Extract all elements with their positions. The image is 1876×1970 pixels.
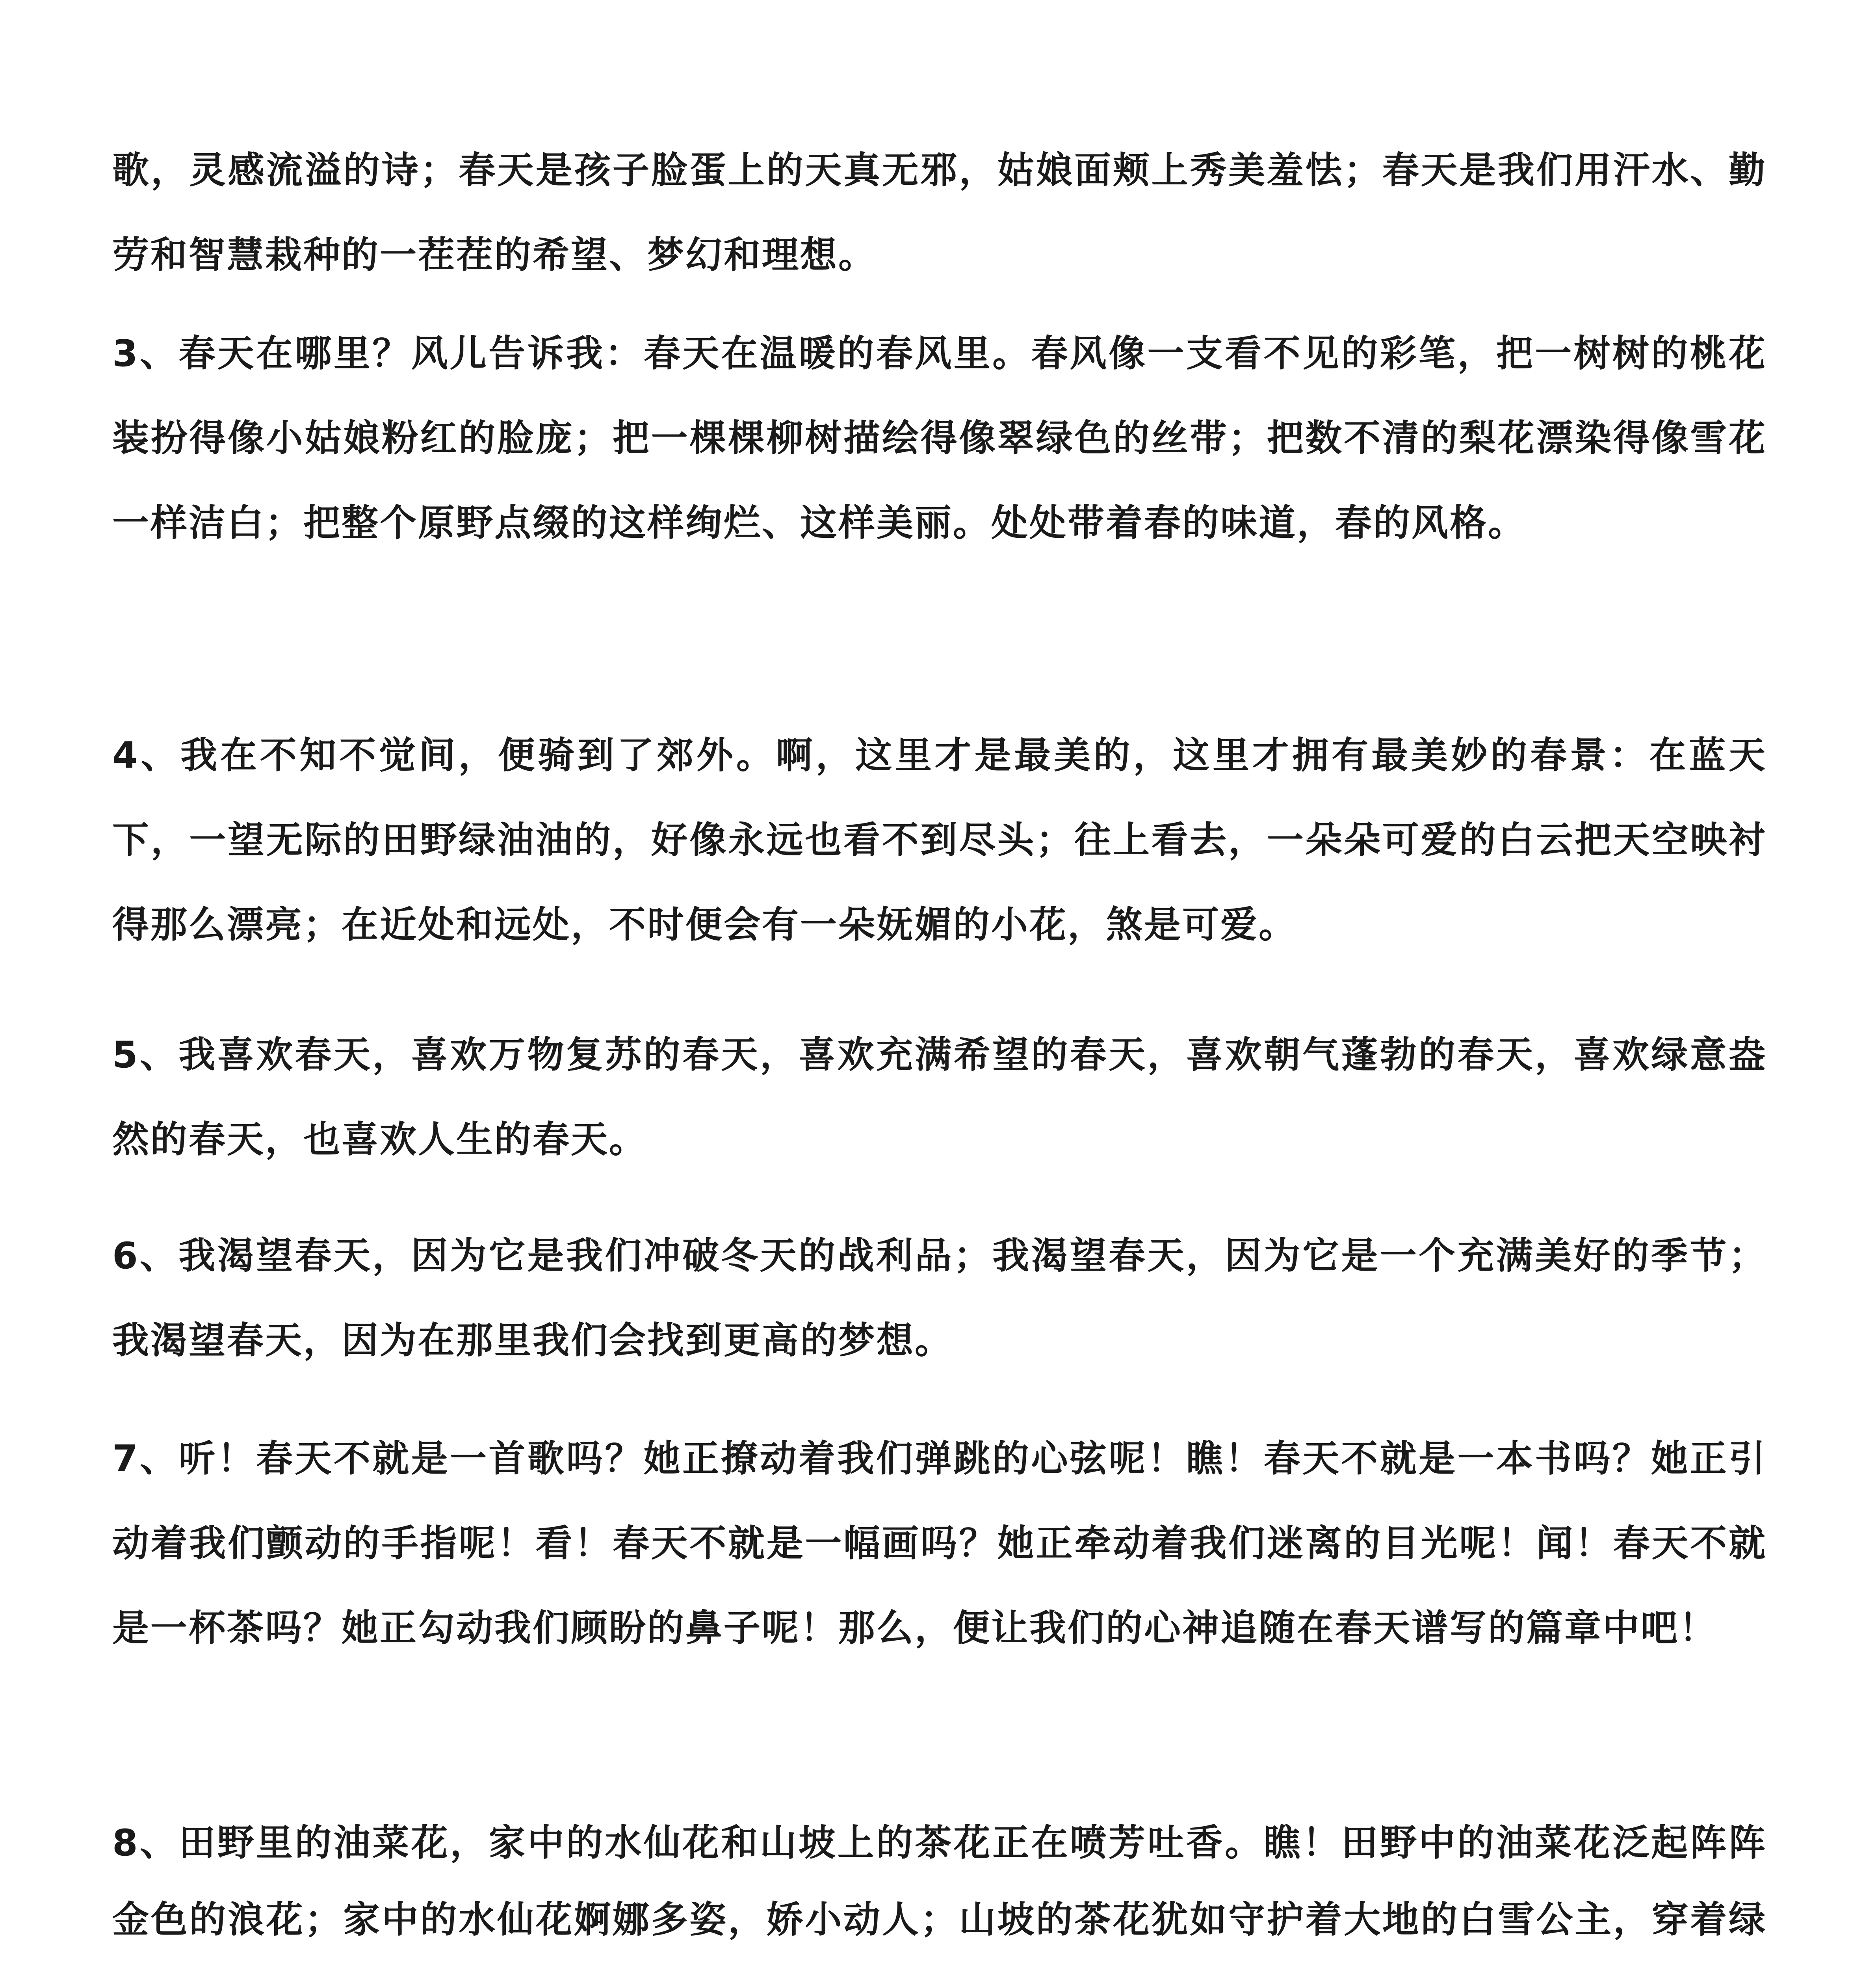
paragraph-3: 3、春天在哪里？风儿告诉我：春天在温暖的春风里。春风像一支看不见的彩笔，把一树树的桃花装扮得像小姑娘粉红的脸庞；把一棵棵柳树描绘得像翠绿色的丝带；把数不清的梨花漂染得像雪花一样洁白；把整个原野点缀的这样绚烂、这样美丽。处处带着春的味道，春的风格。 [112,332,1767,544]
paragraph-8: 8、田野里的油菜花，家中的水仙花和山坡上的茶花正在喷芳吐香。瞧！田野中的油菜花泛起阵阵金色的浪花；家中的水仙花婀娜多姿，娇小动人；山坡的茶花犹如守护着大地的白雪公主，穿着绿 [112,1821,1767,1941]
paragraph-5: 5、我喜欢春天，喜欢万物复苏的春天，喜欢充满希望的春天，喜欢朝气蓬勃的春天，喜欢绿意盎然的春天，也喜欢人生的春天。 [112,1033,1767,1161]
paragraph-continued: 歌，灵感流溢的诗；春天是孩子脸蛋上的天真无邪，姑娘面颊上秀美羞怯；春天是我们用汗水、勤劳和智慧栽种的一茬茬的希望、梦幻和理想。 [112,149,1767,276]
paragraph-4: 4、我在不知不觉间，便骑到了郊外。啊，这里才是最美的，这里才拥有最美妙的春景：在蓝天下，一望无际的田野绿油油的，好像永远也看不到尽头；往上看去，一朵朵可爱的白云把天空映衬得那么漂亮；在近处和远处，不时便会有一朵妩媚的小花，煞是可爱。 [112,734,1767,946]
paragraph-6: 6、我渴望春天，因为它是我们冲破冬天的战利品；我渴望春天，因为它是一个充满美好的季节；我渴望春天，因为在那里我们会找到更高的梦想。 [112,1234,1767,1362]
paragraph-7: 7、听！春天不就是一首歌吗？她正撩动着我们弹跳的心弦呢！瞧！春天不就是一本书吗？她正引动着我们颤动的手指呢！看！春天不就是一幅画吗？她正牵动着我们迷离的目光呢！闻！春天不就是一杯茶吗？她正勾动我们顾盼的鼻子呢！那么，便让我们的心神追随在春天谱写的篇章中吧！ [112,1437,1767,1649]
